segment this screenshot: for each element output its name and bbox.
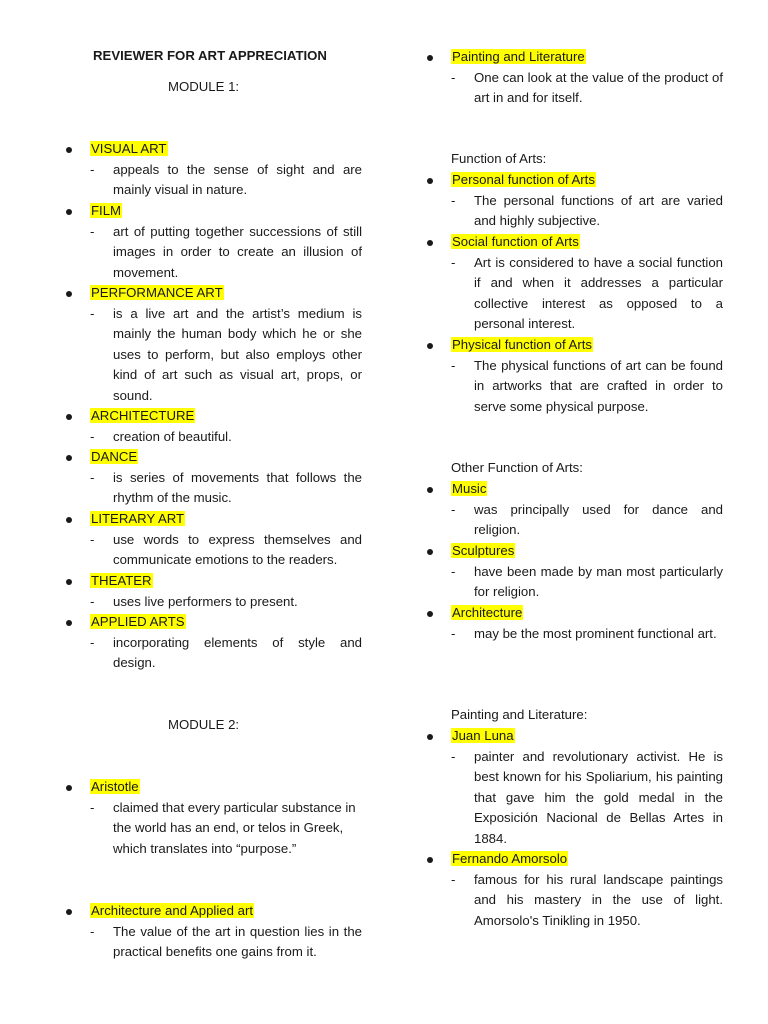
- term-description: incorporating elements of style and design.: [113, 634, 362, 671]
- bullet-icon: [66, 291, 72, 297]
- function-of-arts-heading: Function of Arts:: [451, 151, 547, 166]
- bullet-icon: [427, 178, 433, 184]
- term-label: Sculptures: [452, 543, 515, 558]
- bullet-icon: [66, 909, 72, 915]
- term-label: Physical function of Arts: [452, 337, 593, 352]
- list-item: VISUAL ART - appeals to the sense of sight and are mainly visual in nature.: [66, 139, 362, 201]
- term-description: appeals to the sense of sight and are mainly visual in nature.: [113, 161, 362, 198]
- list-item: Music - was principally used for dance and religion.: [427, 479, 723, 541]
- term-label: Music: [452, 481, 487, 496]
- term-description: Art is considered to have a social function if and when it addresses a particular collective interest as opposed to a personal interest.: [474, 254, 723, 332]
- bullet-icon: [66, 147, 72, 153]
- list-item: ARCHITECTURE - creation of beautiful.: [66, 406, 362, 447]
- bullet-icon: [427, 343, 433, 349]
- term-description: famous for his rural landscape paintings and his mastery in the use of light. Amorsolo's Tinikling in 1950.: [474, 871, 723, 928]
- term-label: Social function of Arts: [452, 234, 579, 249]
- list-item: DANCE - is series of movements that follows the rhythm of the music.: [66, 447, 362, 509]
- term-label: Juan Luna: [452, 728, 514, 743]
- bullet-icon: [427, 240, 433, 246]
- list-item: Painting and Literature - One can look at the value of the product of art in and for itself.: [427, 47, 723, 109]
- term-label: DANCE: [91, 449, 138, 464]
- bullet-icon: [66, 209, 72, 215]
- module-1-heading: MODULE 1:: [168, 79, 240, 94]
- term-description: One can look at the value of the product of art in and for itself.: [474, 69, 723, 106]
- term-label: ARCHITECTURE: [91, 408, 195, 423]
- list-item: Aristotle - claimed that every particular substance in the world has an end, or telos in Greek, which translates into “purpose.”: [66, 777, 362, 859]
- bullet-icon: [66, 414, 72, 420]
- list-item: PERFORMANCE ART - is a live art and the artist’s medium is mainly the human body which he or she uses to perform, but also employs other kind of art such as visual art, props, or sound.: [66, 283, 362, 407]
- other-function-heading: Other Function of Arts:: [451, 460, 583, 475]
- list-item: FILM - art of putting together successions of still images in order to create an illusion of movement.: [66, 201, 362, 283]
- term-label: LITERARY ART: [91, 511, 185, 526]
- bullet-icon: [427, 549, 433, 555]
- term-description: painter and revolutionary activist. He is best known for his Spoliarium, his painting that gave him the gold medal in the Exposición Nacional de Bellas Artes in 1884.: [474, 748, 723, 846]
- bullet-icon: [427, 55, 433, 61]
- term-description: use words to express themselves and communicate emotions to the readers.: [113, 531, 362, 568]
- list-item: THEATER - uses live performers to present.: [66, 571, 362, 612]
- term-description: is a live art and the artist’s medium is mainly the human body which he or she uses to perform, but also employs other kind of art such as visual art, props, or sound.: [113, 305, 362, 403]
- term-description: The physical functions of art can be found in artworks that are crafted in order to serve some physical purpose.: [474, 357, 723, 414]
- term-description: was principally used for dance and religion.: [474, 501, 723, 538]
- list-item: APPLIED ARTS - incorporating elements of style and design.: [66, 612, 362, 674]
- term-label: Architecture and Applied art: [91, 903, 254, 918]
- list-item: Sculptures - have been made by man most particularly for religion.: [427, 541, 723, 603]
- term-description: art of putting together successions of still images in order to create an illusion of movement.: [113, 223, 362, 280]
- term-label: FILM: [91, 203, 122, 218]
- painting-literature-heading: Painting and Literature:: [451, 707, 588, 722]
- term-description: claimed that every particular substance in the world has an end, or telos in Greek, which translates into “purpose.”: [113, 799, 356, 856]
- term-label: Architecture: [452, 605, 523, 620]
- term-label: APPLIED ARTS: [91, 614, 185, 629]
- list-item: Architecture and Applied art - The value of the art in question lies in the practical benefits one gains from it.: [66, 901, 362, 963]
- module-2-heading: MODULE 2:: [168, 717, 240, 732]
- list-item: Fernando Amorsolo - famous for his rural landscape paintings and his mastery in the use of light. Amorsolo's Tinikling in 1950.: [427, 849, 723, 931]
- bullet-icon: [66, 620, 72, 626]
- bullet-icon: [66, 455, 72, 461]
- list-item: Personal function of Arts - The personal functions of art are varied and highly subjective.: [427, 170, 723, 232]
- document-title: REVIEWER FOR ART APPRECIATION: [93, 48, 327, 63]
- term-description: may be the most prominent functional art.: [474, 625, 717, 641]
- bullet-icon: [66, 517, 72, 523]
- term-label: Personal function of Arts: [452, 172, 595, 187]
- list-item: Physical function of Arts - The physical functions of art can be found in artworks that are crafted in order to serve some physical purpose.: [427, 335, 723, 417]
- list-item: Architecture - may be the most prominent functional art.: [427, 603, 723, 644]
- bullet-icon: [427, 857, 433, 863]
- term-description: have been made by man most particularly for religion.: [474, 563, 723, 600]
- list-item: Social function of Arts - Art is considered to have a social function if and when it addresses a particular collective interest as opposed to a personal interest.: [427, 232, 723, 335]
- term-description: is series of movements that follows the rhythm of the music.: [113, 469, 362, 506]
- term-label: Painting and Literature: [452, 49, 585, 64]
- term-label: Aristotle: [91, 779, 139, 794]
- term-label: PERFORMANCE ART: [91, 285, 223, 300]
- term-label: VISUAL ART: [91, 141, 167, 156]
- term-description: The personal functions of art are varied and highly subjective.: [474, 192, 723, 229]
- list-item: LITERARY ART - use words to express themselves and communicate emotions to the readers.: [66, 509, 362, 571]
- bullet-icon: [427, 487, 433, 493]
- bullet-icon: [66, 785, 72, 791]
- term-description: creation of beautiful.: [113, 428, 232, 444]
- list-item: Juan Luna - painter and revolutionary activist. He is best known for his Spoliarium, his painting that gave him the gold medal in the Exposición Nacional de Bellas Artes in 1884.: [427, 726, 723, 850]
- bullet-icon: [427, 611, 433, 617]
- term-label: THEATER: [91, 573, 152, 588]
- term-description: The value of the art in question lies in the practical benefits one gains from it.: [113, 923, 362, 960]
- term-description: uses live performers to present.: [113, 593, 298, 609]
- bullet-icon: [427, 734, 433, 740]
- term-label: Fernando Amorsolo: [452, 851, 568, 866]
- bullet-icon: [66, 579, 72, 585]
